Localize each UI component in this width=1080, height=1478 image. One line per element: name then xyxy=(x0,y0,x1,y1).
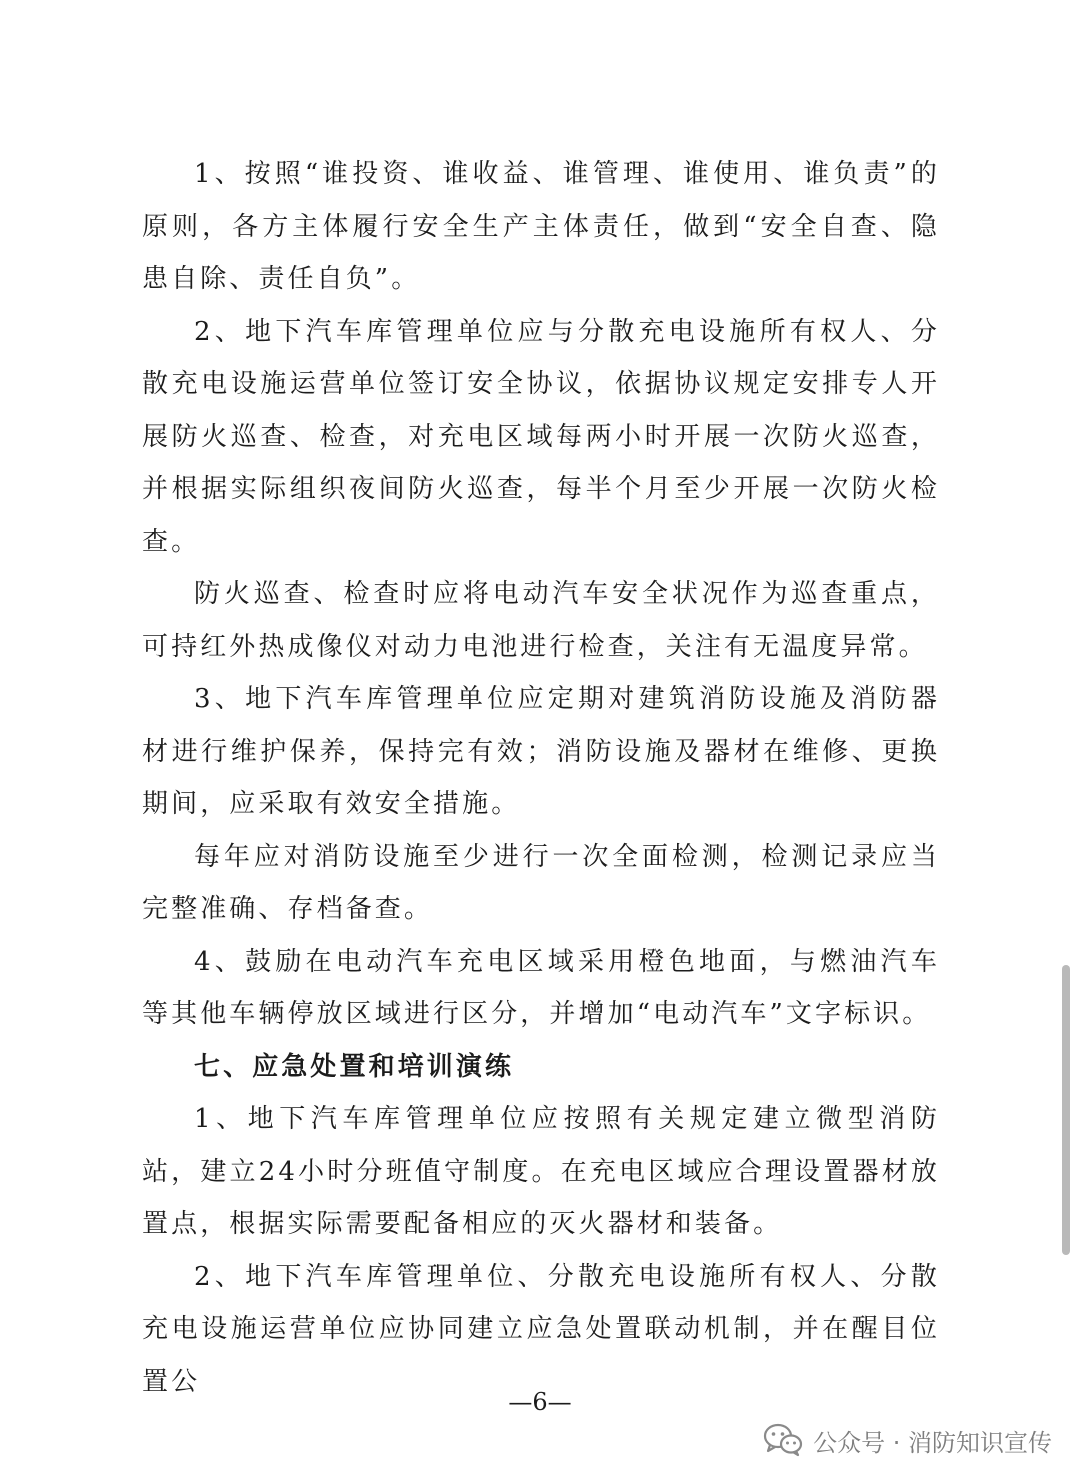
paragraph: 2、地下汽车库管理单位、分散充电设施所有权人、分散充电设施运营单位应协同建立应急处置联动机制，并在醒目位置公 xyxy=(142,1261,940,1397)
scrollbar[interactable] xyxy=(1062,965,1070,1255)
page-number: —6— xyxy=(508,1388,572,1416)
paragraph: 防火巡查、检查时应将电动汽车安全状况作为巡查重点，可持红外热成像仪对动力电池进行检查，关注有无温度异常。 xyxy=(142,579,940,662)
watermark-text: 公众号 · 消防知识宣传 xyxy=(813,1428,1052,1457)
paragraph: 2、地下汽车库管理单位应与分散充电设施所有权人、分散充电设施运营单位签订安全协议，依据协议规定安排专人开展防火巡查、检查，对充电区域每两小时开展一次防火巡查，并根据实际组织夜间防火巡查，每半个月至少开展一次防火检查。 xyxy=(142,316,940,557)
watermark xyxy=(763,1420,1052,1460)
paragraph: 1、地下汽车库管理单位应按照有关规定建立微型消防站，建立24小时分班值守制度。在充电区域应合理设置器材放置点，根据实际需要配备相应的灭火器材和装备。 xyxy=(142,1104,940,1239)
paragraph: 每年应对消防设施至少进行一次全面检测，检测记录应当完整准确、存档备查。 xyxy=(142,841,940,924)
section-heading: 七、应急处置和培训演练 xyxy=(194,1051,515,1082)
paragraph: 3、地下汽车库管理单位应定期对建筑消防设施及消防器材进行维护保养，保持完有效；消防设施及器材在维修、更换期间，应采取有效安全措施。 xyxy=(142,684,940,819)
document-body xyxy=(142,148,940,1408)
paragraph: 1、按照“谁投资、谁收益、谁管理、谁使用、谁负责”的原则，各方主体履行安全生产主体责任，做到“安全自查、隐患自除、责任自负”。 xyxy=(142,159,940,294)
paragraph: 4、鼓励在电动汽车充电区域采用橙色地面，与燃油汽车等其他车辆停放区域进行区分，并增加“电动汽车”文字标识。 xyxy=(142,946,940,1029)
wechat-icon xyxy=(763,1423,803,1457)
